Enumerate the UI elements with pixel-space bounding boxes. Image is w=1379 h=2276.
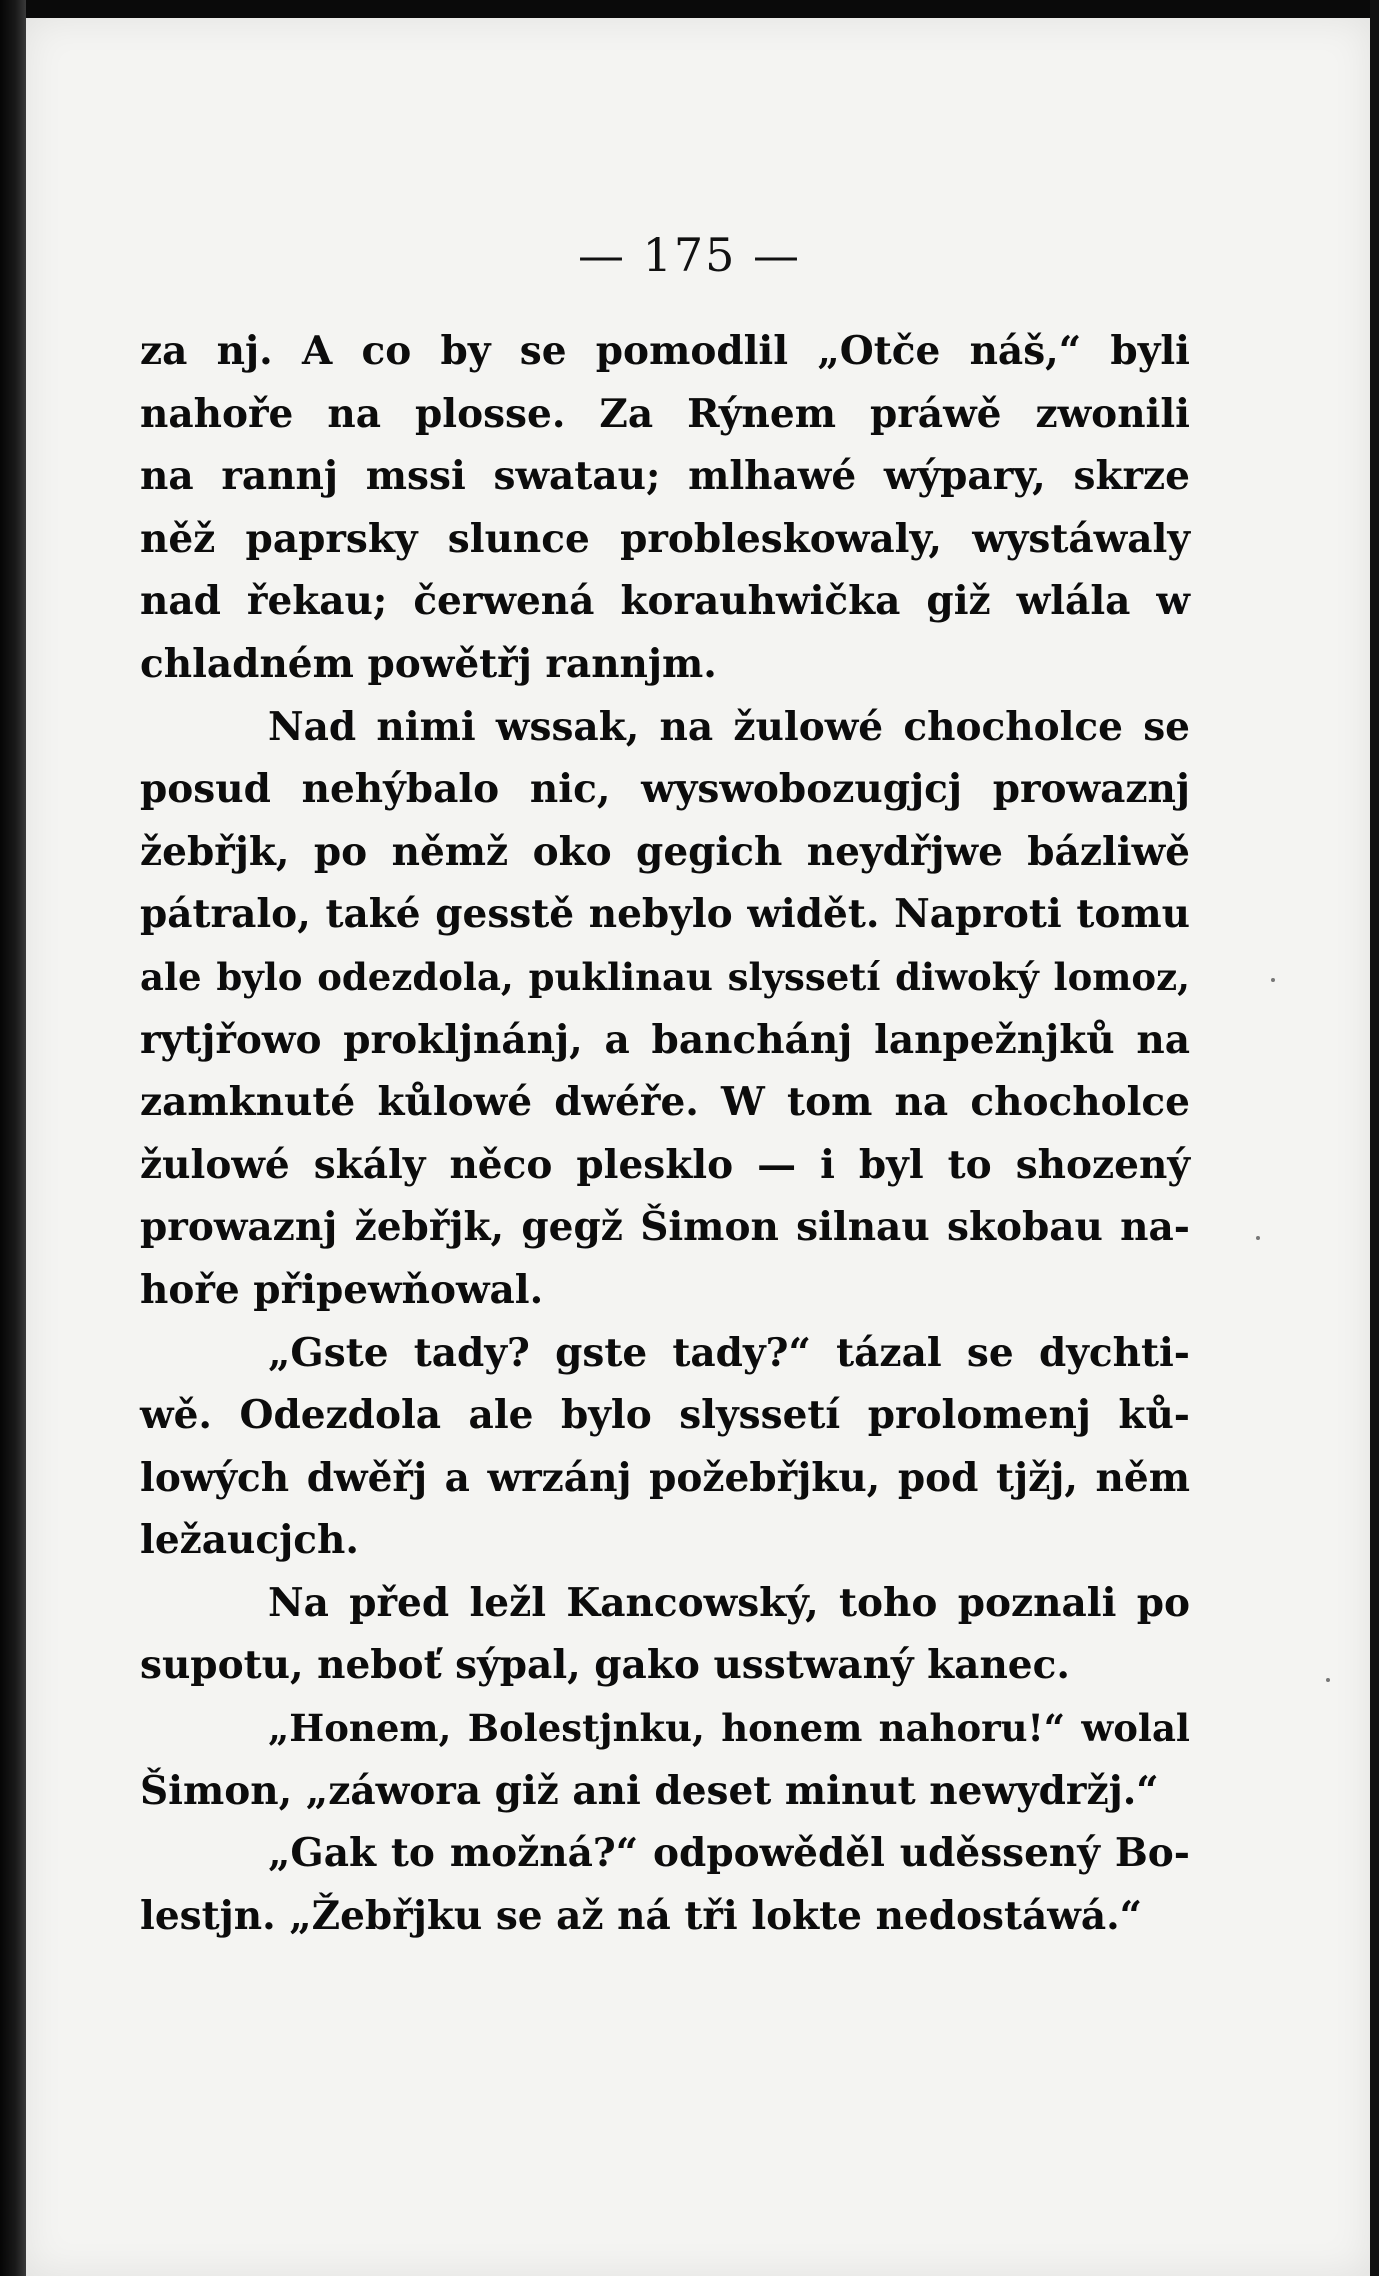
scan-top-edge <box>0 0 1379 18</box>
text-line: supotu, neboť sýpal, gako usstwaný kanec. <box>140 1642 1070 1689</box>
text-line: rytjřowo prokljnánj, a banchánj lanpežnjků na <box>140 1016 1190 1063</box>
text-line: žulowé skály něco plesklo — i byl to shozený <box>140 1141 1190 1188</box>
text-line: ležaucjch. <box>140 1517 359 1564</box>
paper-speck <box>1271 978 1275 982</box>
text-line: ale bylo odezdola, puklinau slyssetí diwoký lomoz, <box>140 954 1190 999</box>
text-line: hoře připewňowal. <box>140 1266 544 1313</box>
text-line: pátralo, také gesstě nebylo widět. Naproti tomu <box>140 891 1190 938</box>
text-line: lowých dwěřj a wrzánj požebřjku, pod tjžj, něm <box>140 1454 1190 1501</box>
paper-speck <box>1326 1678 1330 1682</box>
text-line: zamknuté kůlowé dwéře. W tom na chocholce <box>140 1079 1190 1126</box>
text-line: nahoře na plosse. Za Rýnem práwě zwonili <box>140 390 1190 437</box>
body-text <box>140 320 1190 1947</box>
scan-right-edge <box>1370 0 1379 2276</box>
text-line: lestjn. „Žebřjku se až ná tři lokte nedostáwá.“ <box>140 1892 1143 1939</box>
text-line: za nj. A co by se pomodlil „Otče náš,“ byli <box>140 328 1190 374</box>
text-line: Na před ležl Kancowský, toho poznali po <box>268 1579 1190 1626</box>
paper-speck <box>1256 1236 1260 1240</box>
text-line: něž paprsky slunce probleskowaly, wystáwaly <box>140 515 1190 562</box>
text-line: wě. Odezdola ale bylo slyssetí prolomenj ků- <box>140 1392 1190 1439</box>
text-line: nad řekau; čerwená korauhwička giž wlála w <box>140 578 1190 625</box>
text-line: chladném powětřj rannjm. <box>140 640 717 687</box>
page-number: — 175 — <box>577 228 802 282</box>
text-line: na rannj mssi swatau; mlhawé wýpary, skrze <box>140 453 1190 500</box>
text-line: Nad nimi wssak, na žulowé chocholce se <box>268 703 1190 750</box>
text-line: prowaznj žebřjk, gegž Šimon silnau skobau na- <box>140 1204 1190 1251</box>
text-line: žebřjk, po němž oko gegich neydřjwe bázliwě <box>140 828 1190 875</box>
text-line: „Gak to možná?“ odpowěděl uděssený Bo- <box>268 1830 1190 1877</box>
text-line: „Honem, Bolestjnku, honem nahoru!“ wolal <box>268 1706 1190 1751</box>
text-line: „Gste tady? gste tady?“ tázal se dychti- <box>268 1329 1190 1376</box>
text-line: posud nehýbalo nic, wyswobozugjcj prowaznj <box>140 766 1190 813</box>
text-line: Šimon, „záwora giž ani deset minut newydržj.“ <box>140 1767 1159 1814</box>
scan-left-edge <box>0 0 26 2276</box>
